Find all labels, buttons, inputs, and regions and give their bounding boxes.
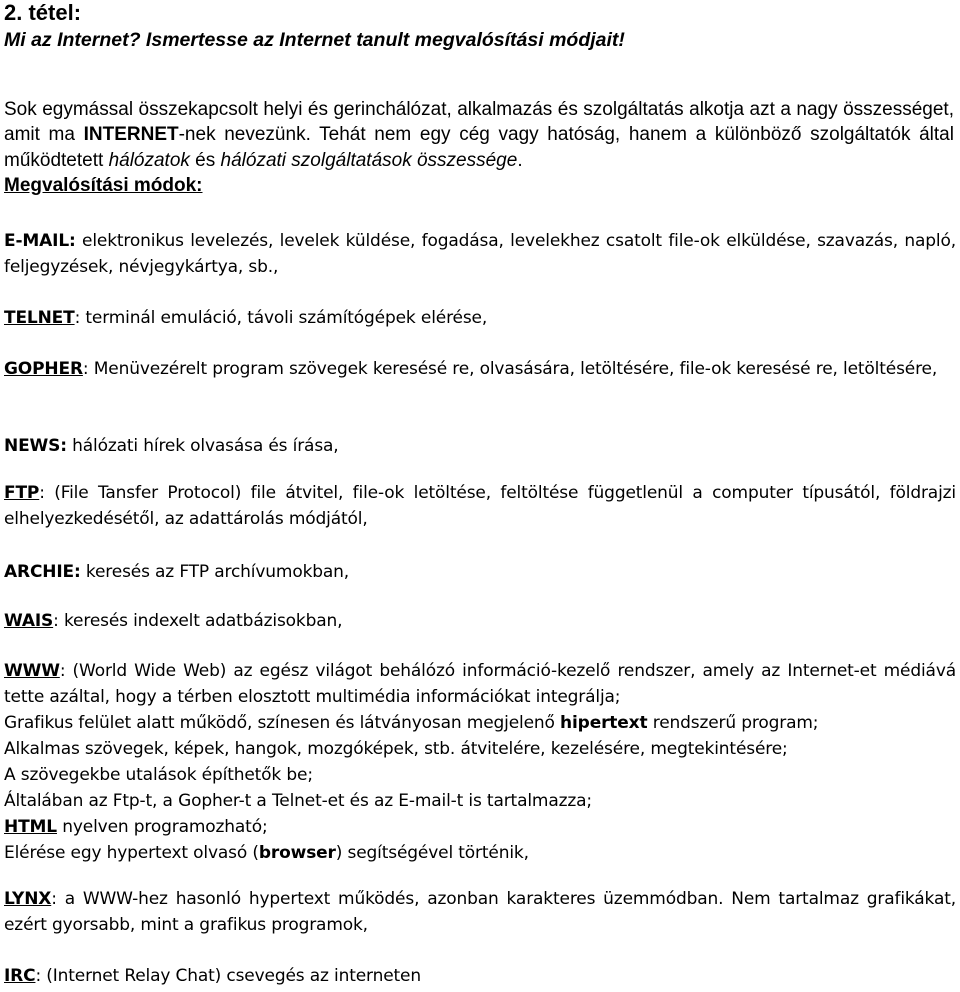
item-irc bbox=[4, 963, 956, 989]
gopher-text: : Menüvezérelt program szövegek keresésé re, olvasására, letöltésére, file-ok keresésé re, letöltésére, bbox=[82, 359, 938, 379]
intro-italic-networks: hálózatok bbox=[108, 149, 190, 171]
methods-heading: Megvalósítási módok: bbox=[4, 174, 203, 196]
item-wais bbox=[4, 608, 956, 634]
email-text: elektronikus levelezés, levelek küldése, fogadása, levelekhez csatolt file-ok elküldése, szavazás, napló, feljegyzések, névjegykártya, sb., bbox=[4, 231, 956, 277]
internet-term: INTERNET bbox=[83, 124, 179, 146]
email-term: E-MAIL: bbox=[4, 231, 76, 251]
www-line-browser-b: ) segítségével történik, bbox=[335, 843, 529, 863]
item-email bbox=[4, 228, 956, 280]
section-title: 2. tétel: bbox=[4, 0, 82, 25]
www-line-graphic-b: rendszerű program; bbox=[647, 713, 819, 733]
wais-term: WAIS bbox=[4, 611, 54, 631]
lynx-term: LYNX bbox=[4, 889, 52, 909]
intro-text-b: -nek nevezünk. Tehát nem egy cég vagy hatóság, hanem a különböző szolgáltatók által működtetett bbox=[4, 124, 954, 171]
archie-text: keresés az FTP archívumokban, bbox=[80, 562, 350, 582]
telnet-text: : terminál emuláció, távoli számítógépek elérése, bbox=[74, 308, 488, 328]
html-term: HTML bbox=[4, 817, 57, 837]
intro-text-c: és bbox=[189, 149, 221, 171]
www-line-browser bbox=[4, 840, 956, 866]
intro-italic-services: hálózati szolgáltatások összessége bbox=[220, 149, 518, 171]
www-line-media: Alkalmas szövegek, képek, hangok, mozgóképek, stb. átvitelére, kezelésére, megtekintésére; bbox=[4, 739, 788, 759]
www-line-includes: Általában az Ftp-t, a Gopher-t a Telnet-et és az E-mail-t is tartalmazza; bbox=[4, 791, 592, 811]
irc-text: : (Internet Relay Chat) csevegés az interneten bbox=[35, 966, 421, 986]
question-heading: Mi az Internet? Ismertesse az Internet tanult megvalósítási módjait! bbox=[4, 29, 625, 51]
www-line-links: A szövegekbe utalások építhetők be; bbox=[4, 765, 313, 785]
item-news bbox=[4, 433, 956, 459]
www-line-html bbox=[4, 814, 956, 840]
item-gopher bbox=[4, 356, 956, 382]
ftp-text: : (File Tansfer Protocol) file átvitel, file-ok letöltése, feltöltése függetlenül a computer típusától, földrajzi elhelyezkedésétől, az adattárolás módjától, bbox=[4, 483, 956, 529]
telnet-term: TELNET bbox=[4, 308, 75, 328]
intro-text-d: . bbox=[517, 149, 523, 171]
browser-term: browser bbox=[258, 843, 336, 863]
intro-text-a: Sok egymással összekapcsolt helyi és gerinchálózat, alkalmazás és szolgáltatás alkotja azt a nagy összességet, amit ma bbox=[4, 99, 954, 146]
item-archie bbox=[4, 559, 956, 585]
wais-text: : keresés indexelt adatbázisokban, bbox=[53, 611, 343, 631]
item-www bbox=[4, 658, 956, 866]
news-text: hálózati hírek olvasása és írása, bbox=[66, 436, 339, 456]
hypertext-term: hipertext bbox=[560, 713, 648, 733]
archie-term: ARCHIE: bbox=[4, 562, 81, 582]
lynx-text: : a WWW-hez hasonló hypertext működés, azonban karakteres üzemmódban. Nem tartalmaz grafikákat, ezért gyorsabb, mint a grafikus programok, bbox=[4, 889, 956, 935]
irc-term: IRC bbox=[4, 966, 36, 986]
www-line-html-text: nyelven programozható; bbox=[56, 817, 268, 837]
www-line-browser-a: Elérése egy hypertext olvasó ( bbox=[4, 843, 259, 863]
www-term: WWW bbox=[4, 661, 60, 681]
intro-paragraph bbox=[4, 97, 954, 198]
ftp-term: FTP bbox=[4, 483, 40, 503]
gopher-term: GOPHER bbox=[4, 359, 83, 379]
www-line-graphic-a: Grafikus felület alatt működő, színesen és látványosan megjelenő bbox=[4, 713, 561, 733]
item-telnet bbox=[4, 305, 956, 331]
item-ftp bbox=[4, 480, 956, 532]
www-line-graphic bbox=[4, 710, 956, 736]
item-lynx bbox=[4, 886, 956, 938]
www-text: : (World Wide Web) az egész világot behálózó információ-kezelő rendszer, amely az Internet-et médiává tette azáltal, hogy a térben elosztott multimédia információkat integrálja; bbox=[4, 661, 956, 707]
news-term: NEWS: bbox=[4, 436, 67, 456]
